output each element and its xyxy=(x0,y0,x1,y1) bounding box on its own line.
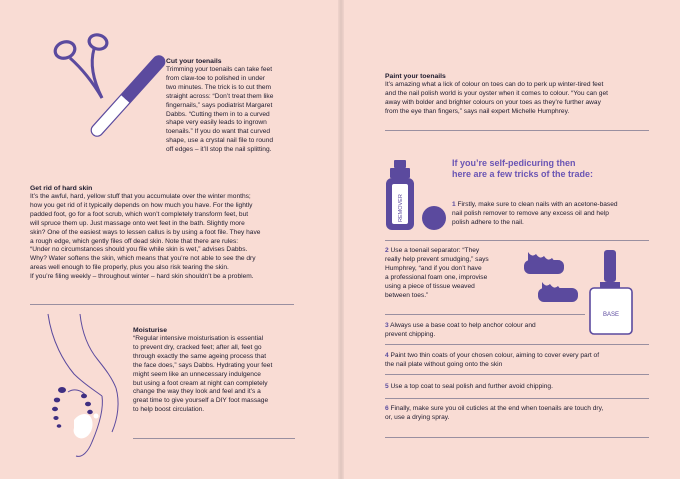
step-line: using a piece of tissue weaved xyxy=(385,282,475,290)
remover-bottle-icon xyxy=(384,160,454,232)
paint-line: It’s amazing what a lick of colour on toes can do to perk up winter-tired feet xyxy=(385,81,604,88)
hard-skin-line: Why? Water softens the skin, which means that you’re not able to see the dry xyxy=(30,255,256,263)
paint-line: away with bolder and brighter colours on your toes as they’re further away xyxy=(385,98,601,106)
step-line: between toes.” xyxy=(385,291,429,299)
divider xyxy=(385,130,649,131)
cut-line: fingernails,” says podiatrist Margaret xyxy=(166,101,273,109)
paint-line: from the eye than fingers,” says nail expert Michelle Humphrey. xyxy=(385,107,570,115)
moisturise-section xyxy=(133,326,333,415)
divider xyxy=(133,438,295,439)
step-number: 5 xyxy=(385,383,389,390)
step-line: or, use a drying spray. xyxy=(385,413,450,421)
divider xyxy=(385,240,649,241)
step-2 xyxy=(385,247,535,300)
step-line: a professional foam one, improvise xyxy=(385,273,488,281)
moisturise-line: “Regular intensive moisturisation is essential xyxy=(133,335,264,342)
hard-skin-line: If you’re filing weekly – throughout winter – hard skin shouldn’t be a problem. xyxy=(30,273,254,281)
moisturise-line: but using a foot cream at night can completely xyxy=(133,379,268,387)
step-line: polish adhere to the nail. xyxy=(452,218,524,226)
step-number: 2 xyxy=(385,247,389,254)
moisturise-line: change the way they look and feel and it’s a xyxy=(133,388,261,396)
tricks-title-line: here are a few tricks of the trade: xyxy=(452,169,594,179)
divider xyxy=(385,314,585,315)
paint-line: and the nail polish world is your oyster when it comes to colour. “You can get xyxy=(385,89,608,97)
cut-line: toenails.” If you do want that curved xyxy=(166,128,271,136)
toe-separator-icon xyxy=(520,246,584,306)
moisturise-line: great time to give yourself a DIY foot massage xyxy=(133,397,269,405)
remover-label: REMOVER xyxy=(398,194,404,222)
step-3 xyxy=(385,322,645,340)
cotton-pad-icon xyxy=(422,206,446,230)
hard-skin-section xyxy=(30,184,330,282)
hard-skin-line: It’s the awful, hard, yellow stuff that you accumulate over the winter months; xyxy=(30,193,251,200)
cut-line: Trimming your toenails can take feet xyxy=(166,66,273,73)
hard-skin-line: padded foot, go for a foot scrub, which won’t completely transform feet, but xyxy=(30,210,249,218)
step-line: Use a toenail separator: “They xyxy=(390,247,480,254)
step-line: Finally, make sure you oil cuticles at the end when toenails are touch dry, xyxy=(390,405,604,412)
divider xyxy=(385,344,649,345)
step-line: Firstly, make sure to clean nails with an acetone-based xyxy=(457,201,618,208)
page-gutter xyxy=(338,0,344,479)
step-5 xyxy=(385,383,665,392)
step-line: Paint two thin coats of your chosen colour, aiming to cover every part of xyxy=(390,352,600,359)
foot-illustration xyxy=(40,312,136,462)
step-number: 1 xyxy=(452,201,456,208)
hard-skin-line: a rough edge, which gently files off dead skin. Note that there are rules: xyxy=(30,237,239,245)
hard-skin-line: “Under no circumstances should you file while skin is wet,” advises Dabbs. xyxy=(30,246,248,254)
cut-line: two minutes. The trick is to cut them xyxy=(166,83,272,91)
paint-section xyxy=(385,72,665,117)
hard-skin-line: will spruce them up. Just massage onto wet feet in the bath. Slightly more xyxy=(30,219,245,227)
step-line: Humphrey, “and if you don’t have xyxy=(385,264,482,272)
step-line: nail polish remover to remove any excess oil and help xyxy=(452,209,609,217)
base-label: BASE xyxy=(602,312,620,318)
moisturise-line: to prevent dry, cracked feet; after all, feet go xyxy=(133,343,262,351)
step-number: 4 xyxy=(385,352,389,359)
step-number: 3 xyxy=(385,322,389,329)
hard-skin-line: skin? One of the easiest ways to lessen callus is by using a foot file. They have xyxy=(30,228,261,236)
step-line: the nail plate without going onto the skin xyxy=(385,360,503,368)
hard-skin-line: how you get rid of it typically depends on how much you have. For the lightly xyxy=(30,201,253,209)
divider xyxy=(385,374,649,375)
moisturise-line: the face does,” says Dabbs. Hydrating your feet xyxy=(133,361,273,369)
hard-skin-line: areas well enough to file properly, plus you also risk tearing the skin. xyxy=(30,264,229,272)
divider xyxy=(30,304,294,305)
step-line: Use a top coat to seal polish and further avoid chipping. xyxy=(390,383,553,390)
step-1 xyxy=(452,201,662,228)
cut-line: shape very easily leads to ingrown xyxy=(166,119,267,127)
cut-line: straight across: “Don’t treat them like xyxy=(166,92,274,100)
moisturise-line: might seem like an unnecessary indulgence xyxy=(133,370,261,378)
divider xyxy=(385,398,649,399)
moisturise-line: through exactly the same ageing process that xyxy=(133,352,267,360)
cut-line: from claw-toe to polished in under xyxy=(166,74,265,82)
step-6 xyxy=(385,405,665,423)
hard-skin-heading: Get rid of hard skin xyxy=(30,185,93,192)
cut-line: off edges – it’ll stop the nail splitting. xyxy=(166,146,272,154)
tricks-title-line: If you’re self-pedicuring then xyxy=(452,158,576,168)
cut-section xyxy=(166,57,336,155)
tricks-title xyxy=(452,158,662,180)
paint-heading: Paint your toenails xyxy=(385,73,446,80)
step-line: prevent chipping. xyxy=(385,330,436,338)
step-line: really help prevent smudging,” says xyxy=(385,255,489,263)
cut-line: shape, use a crystal nail file to round xyxy=(166,137,274,145)
divider xyxy=(385,437,649,438)
step-number: 6 xyxy=(385,405,389,412)
step-4 xyxy=(385,352,665,370)
moisturise-line: to help boost circulation. xyxy=(133,406,205,414)
cut-heading: Cut your toenails xyxy=(166,58,222,65)
nail-scissors-icon xyxy=(40,30,160,160)
moisturise-heading: Moisturise xyxy=(133,327,167,334)
step-line: Always use a base coat to help anchor colour and xyxy=(390,322,536,329)
cut-line: Dabbs. “Cutting them in to a curved xyxy=(166,110,270,118)
